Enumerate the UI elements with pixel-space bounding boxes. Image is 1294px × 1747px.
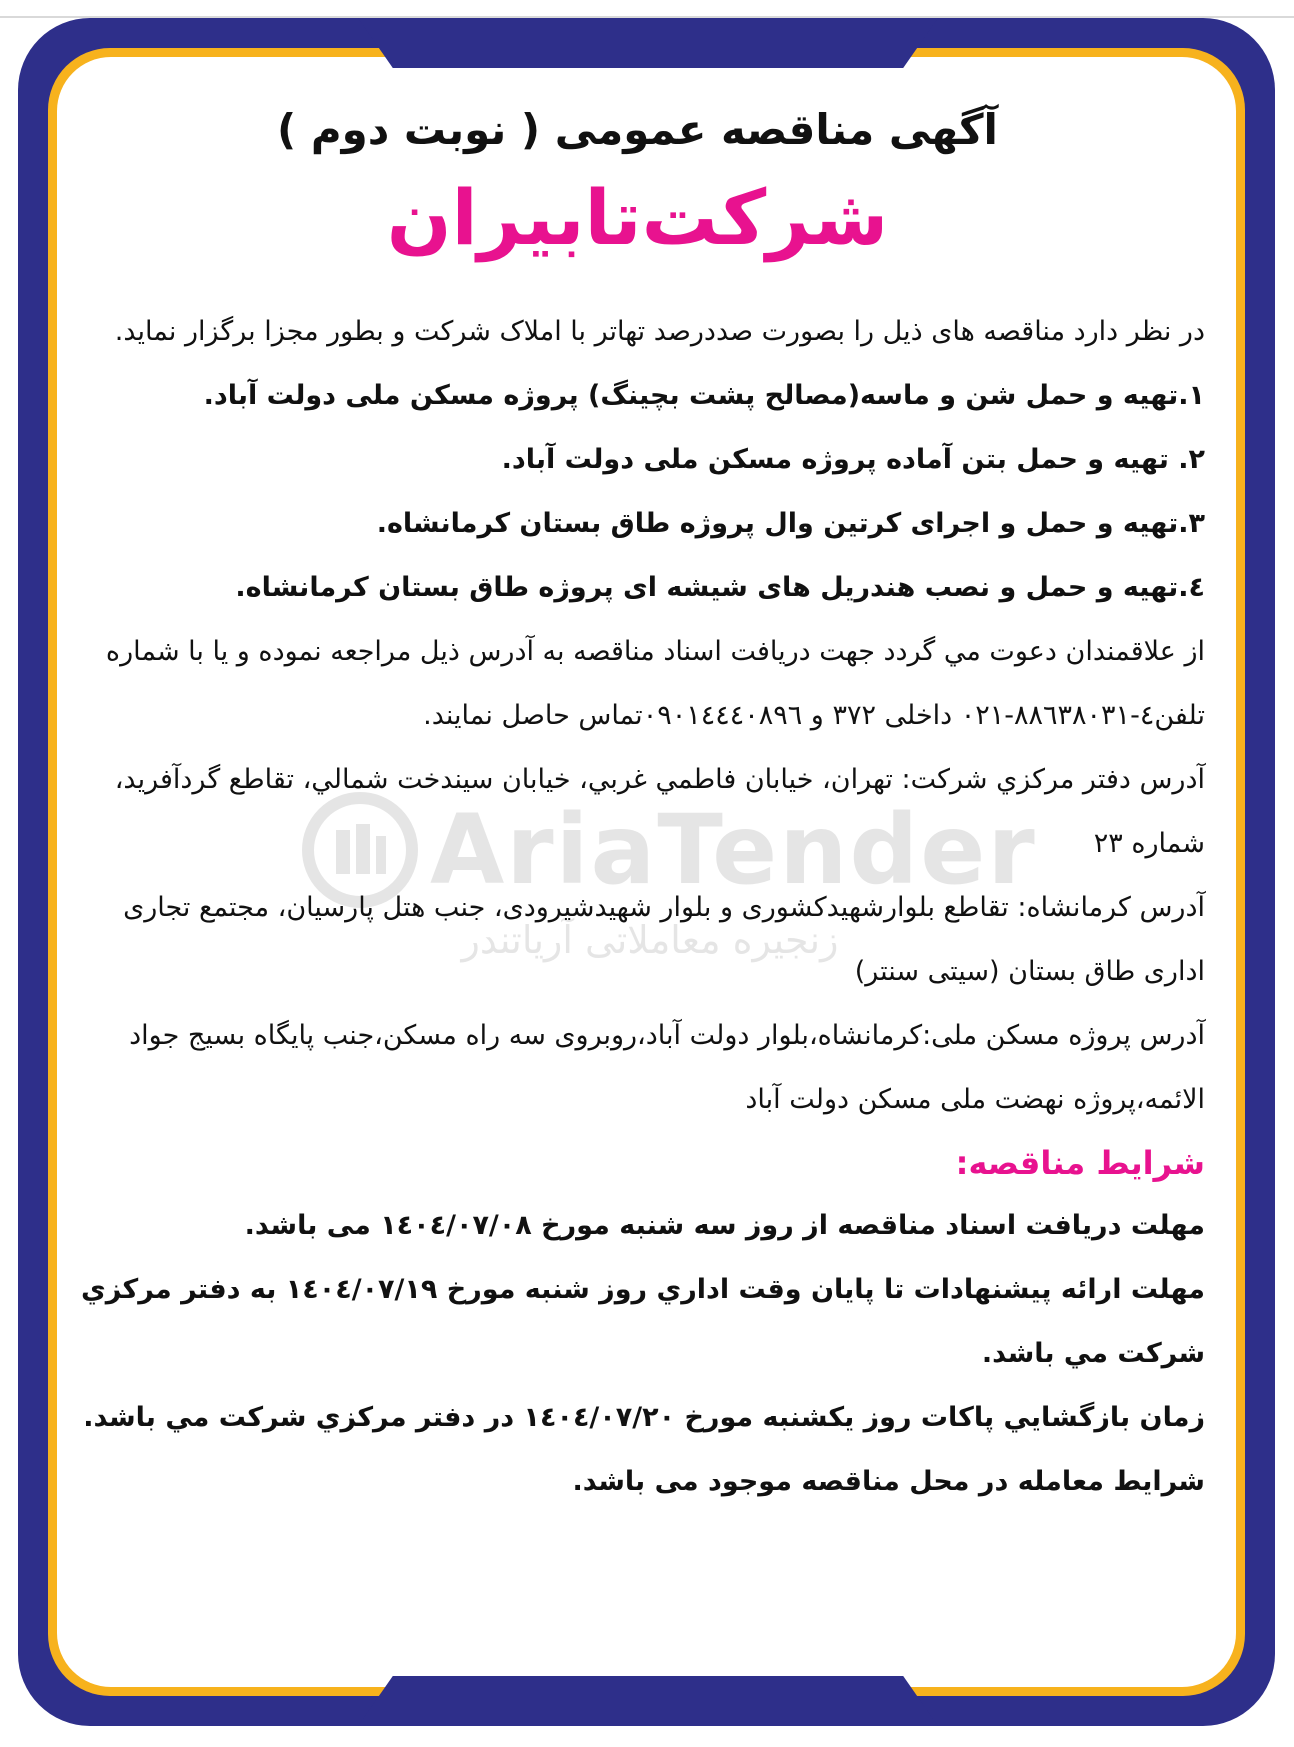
intro-paragraph: در نظر دارد مناقصه های ذیل را بصورت صددرصد تهاتر با املاک شرکت و بطور مجزا برگزار نماید. [114, 316, 1205, 347]
condition-item: شرایط معامله در محل مناقصه موجود می باشد. [572, 1466, 1205, 1497]
tender-item: ۳.تهیه و حمل و اجرای کرتین وال پروژه طاق بستان کرمانشاه. [376, 508, 1205, 539]
tender-item: ۲. تهیه و حمل بتن آماده پروژه مسکن ملی دولت آباد. [501, 444, 1205, 475]
project-address: آدرس پروژه مسکن ملی:کرمانشاه،بلوار دولت آباد،روبروی سه راه مسکن،جنب پایگاه بسیج جواد الائمه،پروژه نهضت ملی مسکن دولت آباد [129, 1020, 1205, 1115]
notice-heading: آگهی مناقصه عمومی ( نوبت دوم ) [277, 105, 998, 154]
notice-content [70, 100, 1205, 1514]
condition-item: زمان بازگشايي پاكات روز یکشنبه مورخ ١٤٠٤/٠٧/٢٠ در دفتر مرکزي شرکت مي باشد. [83, 1402, 1205, 1433]
central-office-address: آدرس دفتر مرکزي شرکت: تهران، خیابان فاطمي غربي، خیابان سیندخت شمالي، تقاطع گردآفرید، شماره ٢٣ [114, 764, 1205, 859]
frame-bottom-tab [358, 1676, 938, 1726]
frame-top-tab [358, 18, 938, 68]
conditions-title: شرایط مناقصه: [955, 1144, 1205, 1182]
watermark-name: AriaTender [430, 794, 1037, 906]
kermanshah-address: آدرس کرمانشاه: تقاطع بلوارشهیدکشوری و بلوار شهیدشیرودی، جنب هتل پارسیان، مجتمع تجاری اداری طاق بستان (سیتی سنتر) [123, 892, 1205, 987]
tender-item: ٤.تهیه و حمل و نصب هندریل های شیشه ای پروژه طاق بستان کرمانشاه. [235, 572, 1205, 603]
condition-item: مهلت دریافت اسناد مناقصه از روز سه شنبه مورخ ١٤٠٤/٠٧/٠٨ می باشد. [244, 1210, 1205, 1241]
condition-item: مهلت ارائه پیشنهادات تا پایان وقت اداري روز شنبه مورخ ١٤٠٤/٠٧/١٩ به دفتر مرکزي شرکت مي باشد. [80, 1274, 1205, 1369]
watermark-subtitle: زنجیره معاملاتی آریاتندر [461, 918, 839, 962]
invitation-paragraph: از علاقمندان دعوت مي گردد جهت دریافت اسناد مناقصه به آدرس ذیل مراجعه نموده و یا با شماره تلفن٤-٨٨٦٣٨٠٣١-٠٢١ داخلی ٣٧٢ و ٠٩٠١٤٤٤٠٨٩٦تماس حاصل نمایند. [105, 636, 1205, 731]
tender-item: ۱.تهیه و حمل شن و ماسه(مصالح پشت بچینگ) پروژه مسکن ملی دولت آباد. [203, 380, 1205, 411]
company-name: شرکت‌تابیران [386, 173, 889, 262]
